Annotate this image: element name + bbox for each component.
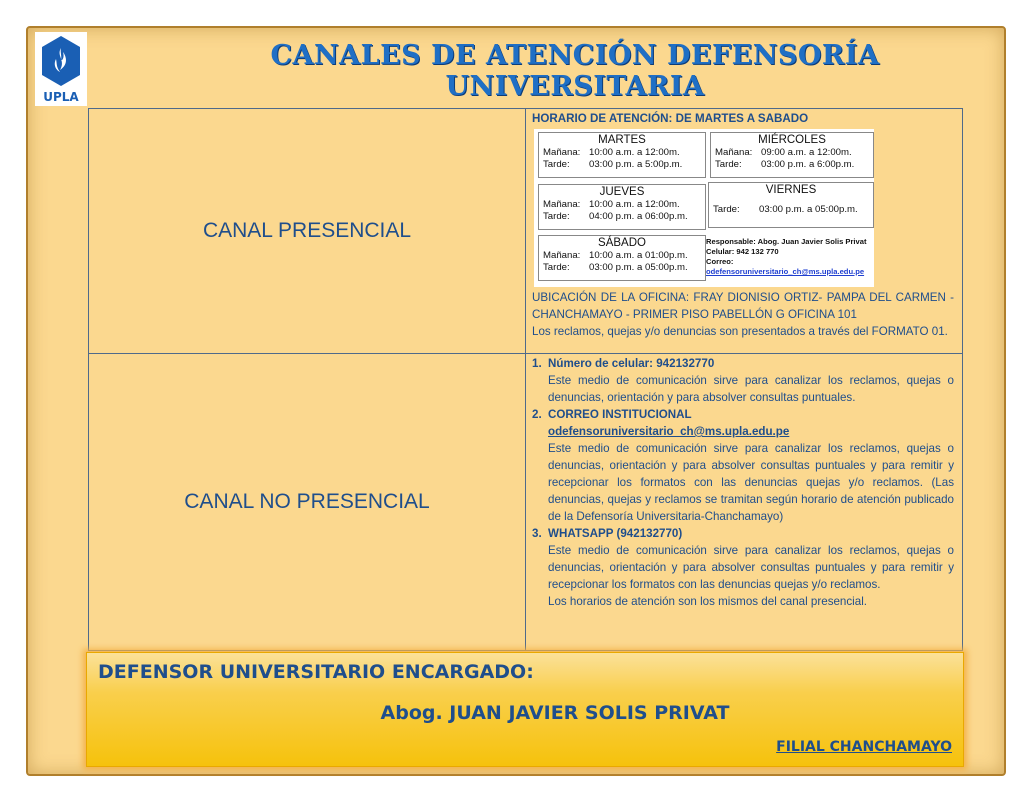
complaints-note: Los reclamos, quejas y/o denuncias son presentados a través del FORMATO 01. [532, 325, 948, 338]
presencial-info-cell [526, 109, 963, 354]
filial-link[interactable]: FILIAL CHANCHAMAYO [776, 739, 952, 755]
schedule-row: Tarde: 03:00 p.m. a 05:00p.m. [543, 262, 688, 273]
schedule-image [534, 129, 874, 287]
upla-logo [35, 32, 87, 106]
logo-text: UPLA [43, 90, 79, 104]
defensor-banner [86, 652, 964, 767]
defensor-title: DEFENSOR UNIVERSITARIO ENCARGADO: [98, 661, 534, 683]
schedule-box-jueves [538, 184, 706, 230]
responsible-email[interactable]: odefensoruniversitario_ch@ms.upla.edu.pe [706, 267, 865, 276]
schedule-day: MARTES [598, 134, 646, 146]
page-title: CANALES DE ATENCIÓN DEFENSORÍA UNIVERSITARIA [270, 40, 880, 102]
item-title: CORREO INSTITUCIONAL [548, 408, 692, 421]
schedule-row: Tarde: 03:00 p.m. a 5:00p.m. [543, 159, 683, 170]
schedule-row: Tarde: 03:00 p.m. a 05:00p.m. [713, 204, 858, 215]
schedule-day: VIERNES [765, 184, 817, 196]
schedule-row: Mañana: 10:00 a.m. a 12:00m. [543, 199, 680, 210]
schedule-day: SÁBADO [598, 237, 646, 249]
schedule-heading: HORARIO DE ATENCIÓN: DE MARTES A SABADO [532, 112, 809, 125]
presencial-row [89, 109, 963, 354]
presencial-label: CANAL PRESENCIAL [202, 219, 412, 242]
list-item: 2. CORREO INSTITUCIONAL odefensoruniversitario_ch@ms.upla.edu.pe Este medio de comunicación sirve para canalizar los reclamos, quejas o denuncias, orientación y para absolver consultas puntuales y para remitir y recepcionar los formatos con las denuncias quejas y/o reclamos. (Las denuncias, quejas y reclamos se tramitan según horario de atención publicado de la Defensoría Universitaria-Chanchamayo) [532, 408, 954, 523]
no-presencial-label-cell [89, 354, 526, 651]
no-presencial-info-cell [526, 354, 963, 651]
channels-table [88, 108, 963, 651]
item-desc: Este medio de comunicación sirve para canalizar los reclamos, quejas o denuncias, orientación y para absolver consultas puntuales y para remitir y recepcionar los formatos con las denuncias quejas y/o reclamos. (Las denuncias, quejas y reclamos se tramitan según horario de atención publicado de la Defensoría Universitaria-Chanchamayo) [548, 442, 954, 523]
presencial-label-cell [89, 109, 526, 354]
schedule-row: Mañana: 10:00 a.m. a 01:00p.m. [543, 250, 688, 261]
schedule-row: Tarde: 04:00 p.m. a 06:00p.m. [543, 211, 688, 222]
list-item: 1. Número de celular: 942132770 Este medio de comunicación sirve para canalizar los reclamos, quejas o denuncias, orientación y para absolver consultas puntuales. [532, 357, 954, 404]
responsible-info: Responsable: Abog. Juan Javier Solis Privat Celular: 942 132 770 Correo: odefensoruniversitario_ch@ms.upla.edu.pe [706, 237, 874, 277]
schedule-row: Tarde: 03:00 p.m. a 6:00p.m. [715, 159, 855, 170]
schedule-box-viernes [708, 182, 874, 228]
item-title: Número de celular: 942132770 [548, 357, 715, 370]
no-presencial-row [89, 354, 963, 651]
schedule-day: JUEVES [599, 186, 645, 198]
list-item: 3. WHATSAPP (942132770) Este medio de comunicación sirve para canalizar los reclamos, quejas o denuncias, orientación y para absolver consultas puntuales y para remitir y recepcionar los formatos con las denuncias quejas y/o reclamos. Los horarios de atención son los mismos del canal presencial. [532, 527, 954, 608]
item-title: WHATSAPP (942132770) [548, 527, 683, 540]
contact-list [532, 355, 954, 610]
schedule-row: Mañana: 10:00 a.m. a 12:00m. [543, 147, 680, 158]
item-desc: Este medio de comunicación sirve para canalizar los reclamos, quejas o denuncias, orientación y para absolver consultas puntuales. [548, 374, 954, 404]
schedule-day: MIÉRCOLES [758, 134, 826, 146]
office-location: UBICACIÓN DE LA OFICINA: FRAY DIONISIO ORTIZ- PAMPA DEL CARMEN - CHANCHAMAYO - PRIMER PISO PABELLÓN G OFICINA 101 [532, 291, 954, 321]
item-desc: Este medio de comunicación sirve para canalizar los reclamos, quejas o denuncias, orientación y para absolver consultas puntuales y para remitir y recepcionar los formatos con las denuncias quejas y/o reclamos. [548, 544, 954, 591]
schedule-box-sabado [538, 235, 706, 281]
schedule-box-martes [538, 132, 706, 178]
schedule-box-miercoles [710, 132, 874, 178]
flame-shield-icon [39, 34, 83, 90]
institutional-email-link[interactable]: odefensoruniversitario_ch@ms.upla.edu.pe [548, 425, 790, 438]
schedule-note: Los horarios de atención son los mismos del canal presencial. [548, 595, 867, 608]
no-presencial-label: CANAL NO PRESENCIAL [184, 490, 430, 513]
schedule-row: Mañana: 09:00 a.m. a 12:00m. [715, 147, 852, 158]
defensor-name: Abog. JUAN JAVIER SOLIS PRIVAT [380, 702, 730, 724]
